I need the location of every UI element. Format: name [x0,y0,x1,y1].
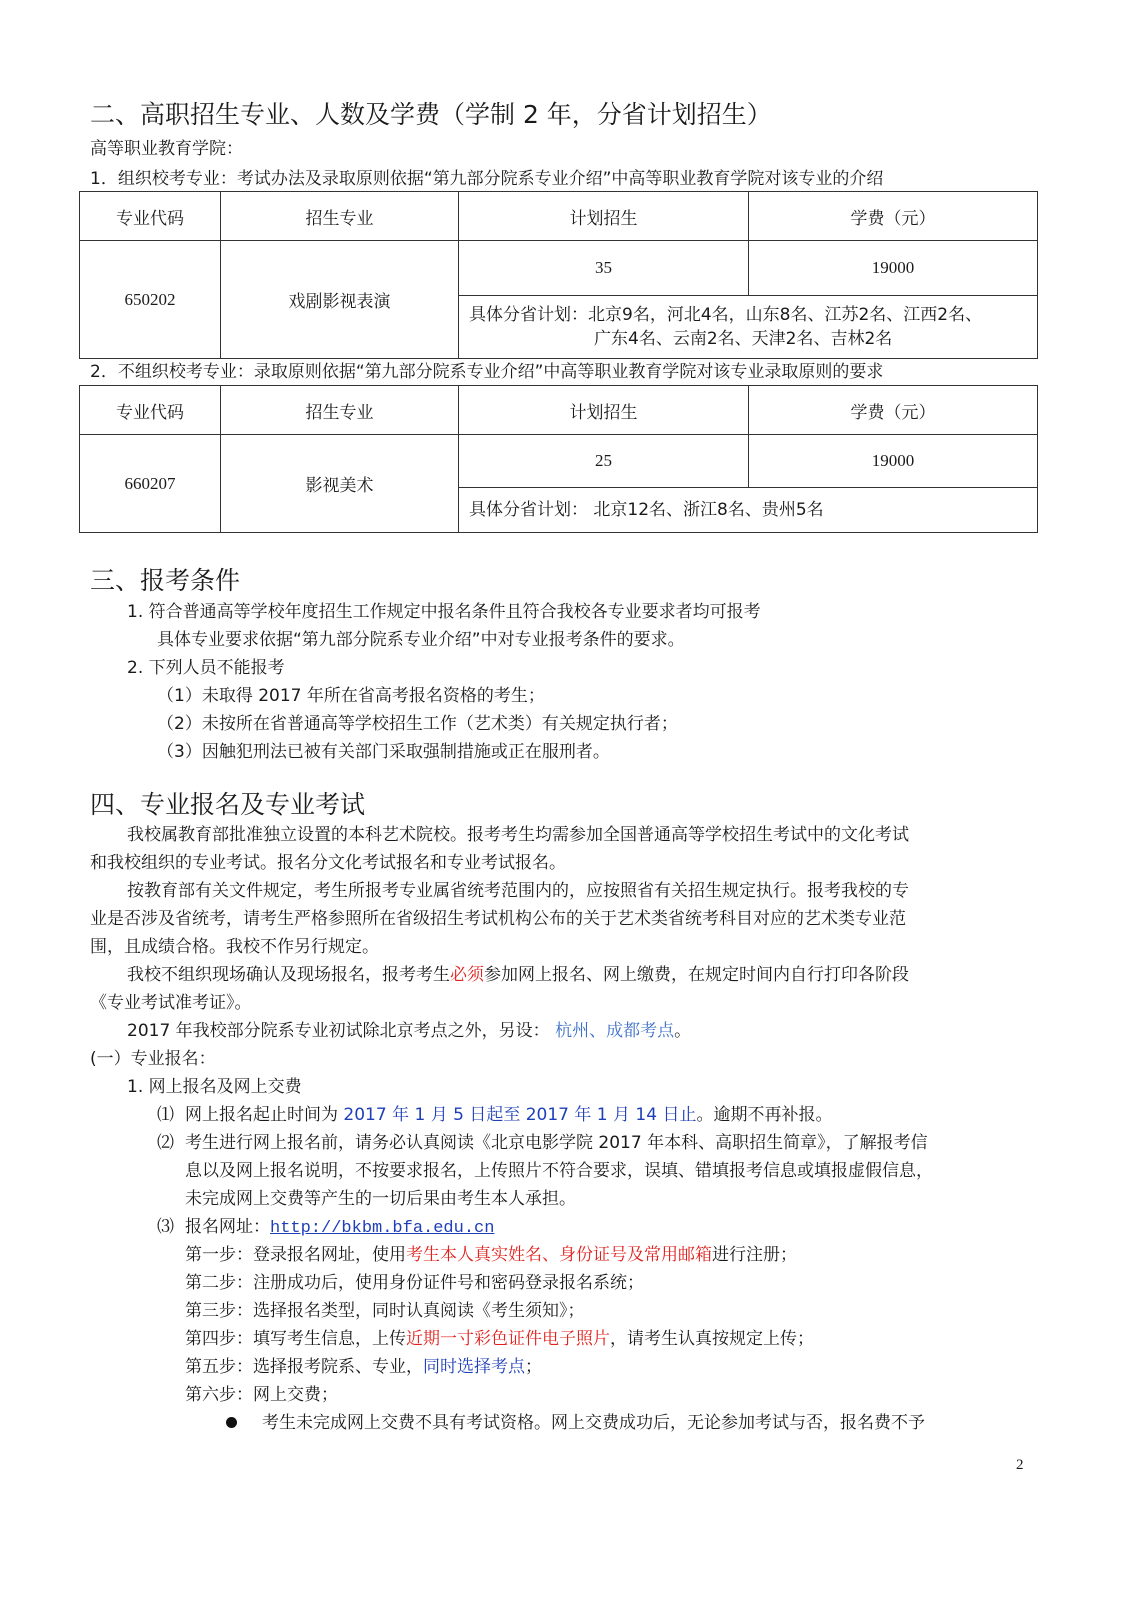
condition-item-1-detail: 具体专业要求依据“第九部分院系专业介绍”中对专业报考条件的要求。 [157,630,685,650]
step1-emphasis: 考生本人真实姓名、身份证号及常用邮箱 [406,1245,712,1265]
para3-text-a: 我校不组织现场确认及现场报名，报考考生 [127,965,450,985]
plan-count: 25 [459,435,749,488]
table-exam-majors [79,191,1038,359]
step-4 [185,1328,814,1350]
para4-text-b: 。 [674,1021,692,1041]
condition-item-2: 2. 下列人员不能报考 [127,658,285,678]
period-dates: 2017 年 1 月 5 日起至 2017 年 1 月 14 日止 [343,1105,697,1125]
subsection-title: (一）专业报名： [90,1049,216,1069]
bullet-note: 考生未完成网上交费不具有考试资格。网上交费成功后，无论参加考试与否，报名费不予 [262,1413,925,1433]
section-2-title: 二、高职招生专业、人数及学费（学制 2 年，分省计划招生） [90,100,772,129]
step-s3-num: ⑶ [157,1217,174,1237]
url-label: 报名网址： [185,1217,270,1237]
para2-line3: 围，且成绩合格。我校不作另行规定。 [90,937,379,957]
table-row [80,241,1038,296]
excluded-2: （2）未按所在省普通高等学校招生工作（艺术类）有关规定执行者； [157,714,678,734]
step4-text-b: ，请考生认真按规定上传； [610,1329,814,1349]
para3-line2: 《专业考试准考证》。 [90,993,252,1013]
header-code: 专业代码 [80,192,221,241]
step5-text-a: 第五步：选择报考院系、专业， [185,1357,423,1377]
province-plan-line1: 具体分省计划：北京9名，河北4名，山东8名、江苏2名、江西2名、 [469,305,983,325]
step1-text-b: 进行注册； [712,1245,797,1265]
para2-line2: 业是否涉及省统考，请考生严格参照所在省级招生考试机构公布的关于艺术类省统考科目对应的艺术类专业范 [90,909,906,929]
step5-emphasis: 同时选择考点 [423,1357,525,1377]
table-nonexam-majors [79,385,1038,533]
step-2: 第二步：注册成功后，使用身份证件号和密码登录报名系统； [185,1273,644,1293]
college-name: 高等职业教育学院： [90,139,243,159]
table-header-row [80,386,1038,435]
page-number: 2 [1016,1457,1024,1473]
excluded-1: （1）未取得 2017 年所在省高考报名资格的考生； [157,686,545,706]
major-name: 影视美术 [221,435,459,533]
step1-text-a: 第一步：登录报名网址，使用 [185,1245,406,1265]
step4-text-a: 第四步：填写考生信息，上传 [185,1329,406,1349]
header-major: 招生专业 [221,386,459,435]
major-name: 戏剧影视表演 [221,241,459,359]
notice-line3: 未完成网上交费等产生的一切后果由考生本人承担。 [185,1189,576,1209]
excluded-3: （3）因触犯刑法已被有关部门采取强制措施或正在服刑者。 [157,742,610,762]
major-code: 660207 [80,435,221,533]
registration-url-line [185,1216,494,1240]
table-row [80,435,1038,488]
step-s1-num: ⑴ [157,1105,174,1125]
para3-line1 [127,964,909,986]
step-s2-num: ⑵ [157,1133,174,1153]
para1-line1: 我校属教育部批准独立设置的本科艺术院校。报考考生均需参加全国普通高等学校招生考试中的文化考试 [127,825,909,845]
step-5 [185,1356,542,1378]
tuition-fee: 19000 [749,435,1038,488]
header-fee: 学费（元） [749,192,1038,241]
province-plan-line1: 具体分省计划： 北京12名、浙江8名、贵州5名 [469,500,824,520]
period-text-a: 网上报名起止时间为 [185,1105,344,1125]
table2-caption: 2．不组织校考专业：录取原则依据“第九部分院系专业介绍”中高等职业教育学院对该专业录取原则的要求 [90,362,884,382]
header-plan: 计划招生 [459,386,749,435]
para1-line2: 和我校组织的专业考试。报名分文化考试报名和专业考试报名。 [90,853,566,873]
notice-line2: 息以及网上报名说明，不按要求报名，上传照片不符合要求，误填、错填报考信息或填报虚假信息， [185,1161,933,1181]
para3-emphasis: 必须 [450,965,484,985]
province-plan [459,488,1038,533]
table-header-row [80,192,1038,241]
period-text-b: 。逾期不再补报。 [696,1105,833,1125]
section-3-title: 三、报考条件 [90,566,241,595]
para4-sites: 杭州、成都考点 [555,1021,675,1041]
para4-line [127,1020,691,1042]
province-plan-line2: 广东4名、云南2名、天津2名、吉林2名 [594,329,893,349]
table1-caption: 1．组织校考专业：考试办法及录取原则依据“第九部分院系专业介绍”中高等职业教育学院对该专业的介绍 [90,169,884,189]
header-plan: 计划招生 [459,192,749,241]
registration-item-1: 1. 网上报名及网上交费 [127,1077,302,1097]
step5-text-b: ； [525,1357,542,1377]
step-1 [185,1244,797,1266]
header-fee: 学费（元） [749,386,1038,435]
step4-emphasis: 近期一寸彩色证件电子照片 [406,1329,610,1349]
province-plan [459,296,1038,359]
tuition-fee: 19000 [749,241,1038,296]
header-code: 专业代码 [80,386,221,435]
plan-count: 35 [459,241,749,296]
para2-line1: 按教育部有关文件规定，考生所报考专业属省统考范围内的，应按照省有关招生规定执行。报考我校的专 [127,881,909,901]
registration-url-link[interactable]: http://bkbm.bfa.edu.cn [270,1219,495,1238]
header-major: 招生专业 [221,192,459,241]
bullet-dot-icon [226,1417,237,1428]
notice-line1: 考生进行网上报名前，请务必认真阅读《北京电影学院 2017 年本科、高职招生简章》，了解报考信 [185,1133,928,1153]
para3-text-b: 参加网上报名、网上缴费，在规定时间内自行打印各阶段 [484,965,909,985]
step-3: 第三步：选择报名类型，同时认真阅读《考生须知》； [185,1301,585,1321]
registration-period [185,1104,832,1126]
major-code: 650202 [80,241,221,359]
step-6: 第六步：网上交费； [185,1385,338,1405]
condition-item-1: 1. 符合普通高等学校年度招生工作规定中报名条件且符合我校各专业要求者均可报考 [127,602,761,622]
section-4-title: 四、专业报名及专业考试 [90,790,366,819]
para4-text-a: 2017 年我校部分院系专业初试除北京考点之外，另设： [127,1021,556,1041]
